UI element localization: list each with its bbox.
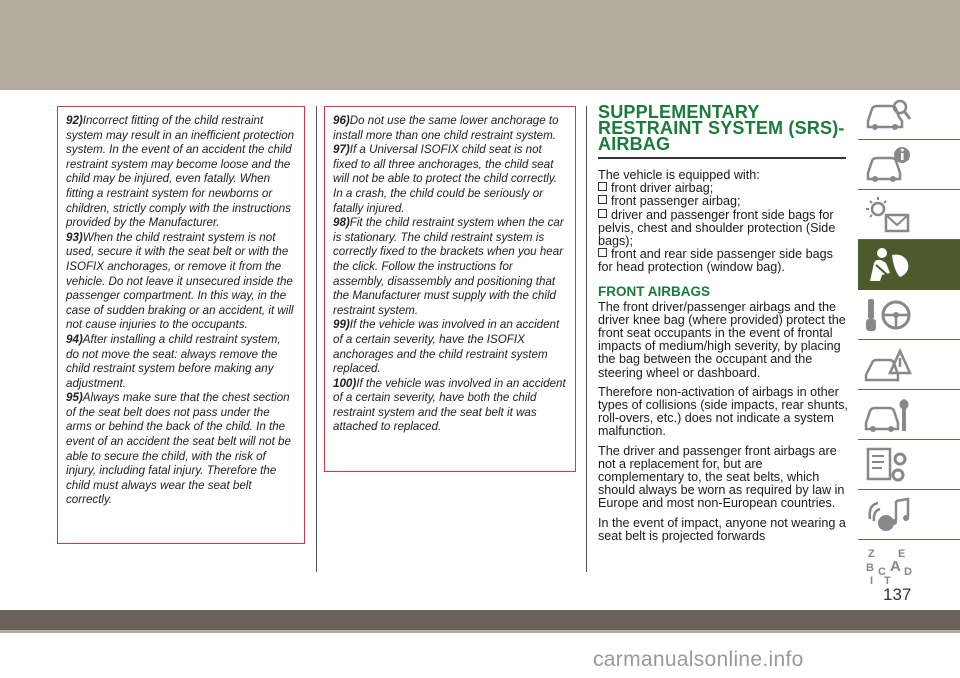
warning-number: 92): [66, 114, 83, 127]
column-separator: [316, 106, 317, 572]
road-emergency-icon: [864, 345, 912, 385]
warning-lights-message-icon: [864, 195, 912, 235]
warning-number: 94): [66, 332, 83, 346]
checkbox-square-icon: [598, 195, 607, 204]
warning-number: 95): [66, 391, 83, 405]
checkbox-square-icon: [598, 182, 607, 191]
section-title: [598, 104, 848, 152]
car-service-wrench-icon: [864, 395, 912, 435]
tab-getting-to-know-car[interactable]: [858, 90, 960, 140]
index-letter: A: [890, 558, 901, 575]
multimedia-music-icon: [864, 495, 912, 535]
tab-starting-driving[interactable]: [858, 290, 960, 340]
warning-text: If the vehicle was involved in an accident of a certain severity, have the ISOFIX anchorages and the child restraint system replaced.: [333, 318, 560, 376]
warning-number: 98): [333, 216, 350, 230]
title-rule: [598, 157, 846, 159]
warning-text: Always make sure that the chest section of the seat belt does not pass under the arms or behind the back of the child. In the event of an accident the seat belt will not be able to secure the child, with the risk of injury, including fatal injury. Therefore the child must always wear the seat belt correctly.: [66, 391, 291, 507]
header-band: [0, 0, 960, 90]
index-letter: I: [870, 575, 874, 585]
car-info-icon: [864, 145, 912, 185]
airbag-section: [598, 104, 848, 543]
alphabetical-index-icon: [864, 545, 912, 585]
warning-text: Do not use the same lower anchorage to install more than one child restraint system.: [333, 114, 559, 142]
warning-number: 93): [66, 230, 83, 244]
list-item-text: front and rear side passenger side bags for head protection (window bag).: [598, 247, 833, 275]
tab-index[interactable]: [858, 540, 960, 590]
footer-band: [0, 610, 960, 630]
index-letter: E: [898, 548, 906, 560]
key-steering-wheel-icon: [864, 295, 912, 335]
page-number: 137: [883, 585, 912, 604]
footer-line: [0, 630, 960, 633]
list-item-text: driver and passenger front side bags for pelvis, chest and shoulder protection (Side bags);: [598, 207, 836, 249]
paragraph: Therefore non-activation of airbags in other types of collisions (side impacts, rear shunts, roll-overs, etc.) does not indicate a system malfunction.: [598, 384, 848, 439]
warning-text: If the vehicle was involved in an accident of a certain severity, have both the child restraint system and the seat belt it was attached to replaced.: [333, 376, 566, 434]
tab-dashboard-info[interactable]: [858, 140, 960, 190]
seat-safety-airbag-icon: [864, 245, 912, 285]
warning-box-left: [57, 106, 305, 544]
warning-number: 96): [333, 114, 350, 127]
equipment-intro: The vehicle is equipped with:: [598, 168, 760, 182]
tab-warning-lights[interactable]: [858, 190, 960, 240]
index-letter: Z: [868, 548, 875, 560]
paragraph: The front driver/passenger airbags and the driver knee bag (where provided) protect the front seat occupants in the event of frontal impacts of medium/high severity, by placing the bag between the occupant and the steering wheel or dashboard.: [598, 299, 846, 380]
warning-text: Incorrect fitting of the child restraint system may result in an inefficient protection system. In the event of an accident the child restraint system may become loose and the child may be injured, even fatally. When fitting a restraint system for newborns or children, strictly comply with the instructions provided by the Manufacturer.: [66, 114, 295, 230]
watermark: carmanualsonline.info: [593, 648, 804, 671]
list-item: [598, 209, 848, 249]
warning-number: 100): [333, 376, 357, 390]
section-title-line: SUPPLEMENTARY: [598, 102, 760, 122]
tab-technical-data[interactable]: [858, 440, 960, 490]
tab-in-emergency[interactable]: [858, 340, 960, 390]
technical-data-gear-icon: [864, 445, 912, 485]
paragraph: In the event of impact, anyone not wearing a seat belt is projected forwards: [598, 515, 846, 543]
subsection-title: FRONT AIRBAGS: [598, 283, 710, 299]
index-letter: D: [904, 566, 912, 578]
list-item-text: front passenger airbag;: [611, 194, 741, 209]
checkbox-square-icon: [598, 209, 607, 218]
warning-text: If a Universal ISOFIX child seat is not fixed to all three anchorages, the child seat will not be able to protect the child correctly. In a crash, the child could be seriously or fatally injured.: [333, 143, 558, 215]
section-title-line: AIRBAG: [598, 134, 671, 154]
warning-text: After installing a child restraint system, do not move the seat: always remove the child restraint system before making any adjustment.: [66, 332, 281, 390]
index-letter: C: [878, 566, 886, 578]
column-separator: [586, 106, 587, 572]
warning-box-middle: [324, 106, 576, 472]
warning-text: Fit the child restraint system when the car is stationary. The child restraint system is correctly fixed to the brackets when you hear the click. Follow the instructions for assembly, disassembly and positioning that the Manufacturer must supply with the child restraint system.: [333, 216, 564, 317]
car-search-icon: [864, 95, 912, 135]
tab-multimedia[interactable]: [858, 490, 960, 540]
list-item-text: front driver airbag;: [611, 181, 714, 196]
tab-safety[interactable]: [858, 240, 960, 290]
paragraph: The driver and passenger front airbags are not a replacement for, but are complementary to, the seat belts, which should always be worn as required by law in Europe and most non-European countries.: [598, 443, 845, 511]
warning-text: When the child restraint system is not used, secure it with the seat belt or with the ISOFIX anchorages, or remove it from the vehicle. Do not leave it unsecured inside the passenger compartment. In this way, in the case of sudden braking or an accident, it will not cause injuries to the occupants.: [66, 230, 294, 332]
index-letter: B: [866, 562, 874, 574]
warning-number: 99): [333, 318, 350, 332]
warning-number: 97): [333, 143, 350, 157]
list-item: [598, 248, 848, 274]
section-title-line: RESTRAINT SYSTEM (SRS)-: [598, 118, 845, 138]
tab-servicing-maintenance[interactable]: [858, 390, 960, 440]
index-letter: T: [884, 575, 891, 585]
checkbox-square-icon: [598, 248, 607, 257]
equipment-list: [598, 169, 848, 275]
